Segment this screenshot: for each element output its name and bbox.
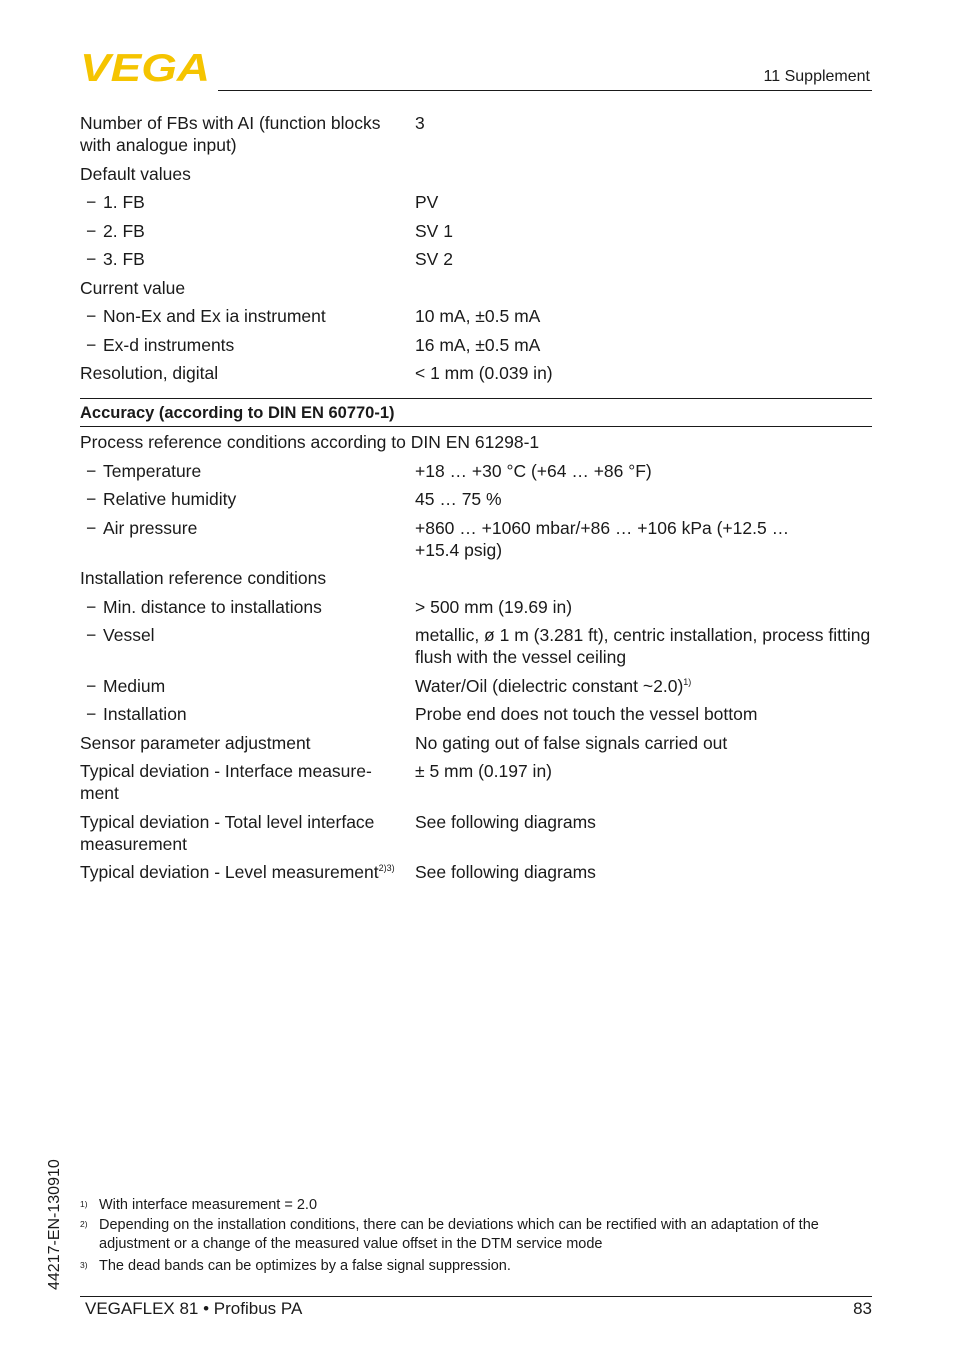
spec-value: SV 2 [415, 249, 453, 269]
dash-bullet: − [86, 220, 97, 241]
footer-rule [80, 1296, 872, 1297]
spec-row [80, 305, 872, 327]
spec-label: Vessel [103, 625, 155, 645]
page-number: 83 [853, 1299, 872, 1318]
footnote [80, 1216, 870, 1255]
spec-label: Air pressure [103, 517, 198, 538]
spec-value: 45 … 75 % [415, 489, 502, 509]
spec-row [80, 248, 872, 270]
spec-row [80, 760, 872, 804]
spec-value: ± 5 mm (0.197 in) [415, 761, 553, 781]
footnote-number: 3) [80, 1259, 88, 1270]
spec-row [80, 112, 872, 156]
spec-value: 3 [415, 113, 425, 133]
spec-value: 16 mA, ±0.5 mA [415, 334, 541, 355]
spec-label: Resolution, digital [80, 363, 219, 383]
spec-label: Installation reference conditions [80, 568, 327, 588]
spec-label: 3. FB [103, 249, 145, 269]
spec-value: No gating out of false signals carried out [415, 732, 728, 753]
spec-value: > 500 mm (19.69 in) [415, 596, 573, 617]
spec-row [80, 431, 872, 453]
spec-row [80, 596, 872, 618]
spec-value [415, 277, 872, 299]
spec-label: Current value [80, 277, 186, 298]
spec-row [80, 488, 872, 510]
dash-bullet: − [86, 517, 97, 538]
spec-value [415, 163, 872, 185]
footnotes [80, 1196, 870, 1276]
footnote [80, 1257, 870, 1277]
spec-row [80, 163, 872, 185]
dash-bullet: − [86, 192, 97, 212]
spec-label: Min. distance to installations [103, 596, 322, 617]
spec-label: Typical deviation - Level measurement [80, 862, 379, 882]
spec-row [80, 460, 872, 482]
dash-bullet: − [86, 306, 97, 326]
spec-label: Typical deviation - Interface measure-ment [80, 761, 372, 803]
spec-value: Water/Oil (dielectric constant ~2.0) [415, 675, 684, 696]
document-code: 44217-EN-130910 [46, 1159, 63, 1290]
dash-bullet: − [86, 675, 97, 696]
spec-label: Relative humidity [103, 489, 237, 509]
spec-label: Sensor parameter adjustment [80, 732, 311, 753]
spec-value: +18 … +30 °C (+64 … +86 °F) [415, 460, 652, 481]
vega-logo [80, 50, 212, 84]
spec-row [80, 703, 872, 725]
spec-row [80, 675, 872, 697]
spec-label: Non-Ex and Ex ia instrument [103, 306, 326, 326]
footnote-text: The dead bands can be optimizes by a false signal suppression. [99, 1257, 511, 1274]
dash-bullet: − [86, 334, 97, 355]
dash-bullet: − [86, 596, 97, 617]
dash-bullet: − [86, 460, 97, 481]
spec-value: PV [415, 192, 439, 212]
section-heading: Accuracy (according to DIN EN 60770-1) [80, 398, 872, 427]
spec-value: +860 … +1060 mbar/+86 … +106 kPa (+12.5 … +15.4 psig) [415, 517, 790, 560]
spec-label: Ex-d instruments [103, 334, 235, 355]
spec-label: Number of FBs with AI (function blocks with analogue input) [80, 113, 381, 155]
footnote-text: With interface measurement = 2.0 [99, 1197, 318, 1213]
header-rule [218, 90, 872, 91]
footnote-ref: 2)3) [378, 863, 395, 874]
spec-label: Process reference conditions according to DIN EN 61298-1 [80, 432, 540, 452]
footer-product: VEGAFLEX 81 • Profibus PA [85, 1299, 303, 1318]
spec-row [80, 811, 872, 855]
spec-label: Typical deviation - Total level interface measurement [80, 811, 375, 854]
dash-bullet: − [86, 625, 97, 645]
section-label: 11 Supplement [763, 68, 870, 85]
spec-row [80, 517, 872, 561]
spec-row [80, 220, 872, 242]
dash-bullet: − [86, 249, 97, 269]
spec-row [80, 624, 872, 668]
spec-row [80, 362, 872, 384]
spec-row [80, 191, 872, 213]
spec-row [80, 567, 872, 589]
spec-table [80, 112, 872, 883]
spec-row [80, 334, 872, 356]
footnote-text: Depending on the installation conditions, there can be deviations which can be rectified with an adaptation of the adjustment or a change of the measured value offset in the DTM service mode [99, 1216, 819, 1252]
spec-row [80, 732, 872, 754]
dash-bullet: − [86, 704, 97, 724]
svg-text:VEGA: VEGA [80, 50, 210, 84]
spec-value: < 1 mm (0.039 in) [415, 363, 553, 383]
spec-row [80, 861, 872, 883]
spec-row [80, 277, 872, 299]
footnote-number: 1) [80, 1199, 88, 1209]
spec-value: Probe end does not touch the vessel bottom [415, 704, 758, 724]
spec-label: 2. FB [103, 220, 145, 241]
footnote [80, 1196, 870, 1216]
footnote-ref: 1) [683, 676, 692, 687]
spec-label: Installation [103, 704, 187, 724]
spec-value: SV 1 [415, 220, 453, 241]
footnote-number: 2) [80, 1218, 88, 1229]
spec-value: See following diagrams [415, 811, 596, 832]
spec-value: metallic, ø 1 m (3.281 ft), centric installation, process fitting flush with the vessel ceiling [415, 625, 871, 667]
spec-label: Medium [103, 675, 166, 696]
spec-label: 1. FB [103, 192, 145, 212]
spec-label: Default values [80, 163, 191, 184]
spec-value: See following diagrams [415, 862, 596, 882]
dash-bullet: − [86, 489, 97, 509]
spec-value: 10 mA, ±0.5 mA [415, 306, 541, 326]
spec-label: Temperature [103, 460, 202, 481]
